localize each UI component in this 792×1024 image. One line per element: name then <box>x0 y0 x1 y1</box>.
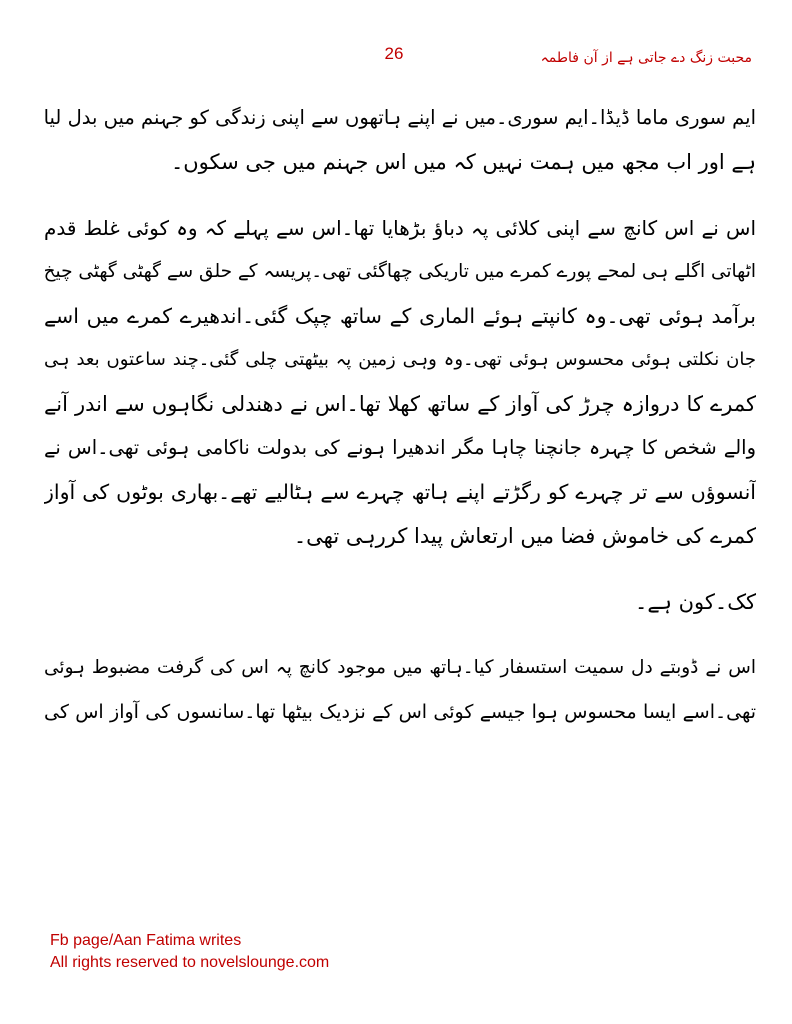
footer-rights: All rights reserved to novelslounge.com <box>50 954 330 971</box>
text-line: اس نے ڈوبتے دل سمیت استسفار کیا۔ہاتھ میں موجود کانچ پہ اس کی گرفت مضبوط ہوئی <box>44 657 756 678</box>
text-line: والے شخص کا چہرہ جانچنا چاہا مگر اندھیرا ہونے کی بدولت ناکامی ہوئی تھی۔اس نے <box>44 436 756 459</box>
page-number: 26 <box>384 44 404 63</box>
footer <box>50 930 329 974</box>
text-line: اس نے اس کانچ سے اپنی کلائی پہ دباؤ بڑھایا تھا۔اس سے پہلے کہ وہ کوئی غلط قدم <box>44 216 756 240</box>
text-line: برآمد ہوئی تھی۔وہ کانپتے ہوئے الماری کے ساتھ چپک گئی۔اندھیرے کمرے میں اسے <box>44 304 756 328</box>
text-line: اٹھاتی اگلے ہی لمحے پورے کمرے میں تاریکی چھاگئی تھی۔پریسہ کے حلق سے گھٹی گھٹی چیخ <box>44 261 756 282</box>
book-title: محبت زنگ دے جاتی ہے از آن فاطمہ <box>540 50 752 66</box>
text-line: کمرے کا دروازہ چرڑ کی آواز کے ساتھ کھلا تھا۔اس نے دھندلی نگاہوں سے اندر آنے <box>44 392 756 416</box>
text-line: ایم سوری ماما ڈیڈا۔ایم سوری۔میں نے اپنے ہاتھوں سے اپنی زندگی کو جہنم میں بدل لیا <box>44 106 756 129</box>
text-line: کمرے کی خاموش فضا میں ارتعاش پیدا کررہی تھی۔ <box>293 524 756 548</box>
text-line: جان نکلتی ہوئی محسوس ہوئی تھی۔وہ وہی زمین پہ بیٹھتی چلی گئی۔چند ساعتوں بعد ہی <box>44 349 756 370</box>
paragraph-gap <box>44 624 756 646</box>
paragraph-4 <box>44 646 756 734</box>
text-body <box>44 96 756 734</box>
paragraph-gap <box>44 184 756 206</box>
paragraph-1 <box>44 96 756 184</box>
footer-fb-page: Fb page/Aan Fatima writes <box>50 932 242 949</box>
paragraph-3 <box>44 580 756 624</box>
text-line: کک۔کون ہے۔ <box>635 590 756 614</box>
paragraph-gap <box>44 558 756 580</box>
text-line: آنسوؤں سے تر چہرے کو رگڑتے اپنے ہاتھ چہرے سے ہٹالیے تھے۔بھاری بوٹوں کی آواز <box>44 480 756 504</box>
text-line: ہے اور اب مجھ میں ہمت نہیں کہ میں اس جہنم میں جی سکوں۔ <box>170 150 756 174</box>
text-line: تھی۔اسے ایسا محسوس ہوا جیسے کوئی اس کے نزدیک بیٹھا تھا۔سانسوں کی آواز اس کی <box>44 701 756 723</box>
paragraph-2 <box>44 206 756 558</box>
